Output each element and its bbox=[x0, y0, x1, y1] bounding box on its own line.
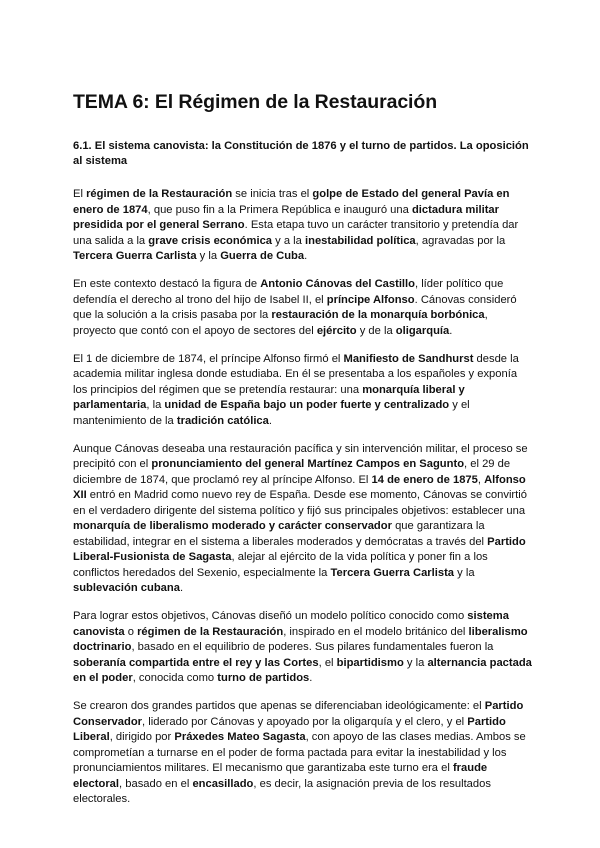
text-run: , el 29 de diciembre de 1874, que proclamó rey al príncipe Alfonso. El bbox=[73, 458, 511, 486]
emphasis-text: Partido Conservador bbox=[73, 700, 524, 728]
emphasis-text: inestabilidad política bbox=[305, 234, 416, 247]
text-run: Se crearon dos grandes partidos que apenas se diferenciaban ideológicamente: el bbox=[73, 700, 485, 712]
emphasis-text: turno de partidos bbox=[217, 672, 310, 684]
text-run: entró en Madrid como nuevo rey de España. Desde ese momento, Cánovas se convirtió en el verdadero dirigente del sistema político y fijó sus principales objetivos: establecer una bbox=[73, 489, 527, 517]
text-run: , es decir, la asignación previa de los resultados electorales. bbox=[73, 777, 491, 805]
text-run: Aunque Cánovas deseaba una restauración pacífica y sin intervención militar, el proceso se precipitó con el bbox=[73, 442, 528, 470]
emphasis-text: pronunciamiento del general Martínez Campos en Sagunto bbox=[151, 458, 465, 470]
emphasis-text: monarquía de liberalismo moderado y carácter conservador bbox=[73, 520, 392, 532]
text-run: , bbox=[477, 473, 485, 486]
text-run: El 1 de diciembre de 1874, el príncipe Alfonso firmó el bbox=[73, 352, 344, 365]
paragraph bbox=[73, 277, 532, 339]
text-run: . bbox=[309, 672, 313, 684]
text-run: . bbox=[179, 582, 184, 594]
emphasis-text: Alfonso XII bbox=[73, 473, 526, 501]
paragraph bbox=[73, 699, 532, 808]
emphasis-text: golpe de Estado del general Pavía en enero de 1874 bbox=[73, 188, 510, 216]
text-run: , basado en el equilibrio de poderes. Sus pilares fundamentales fueron la bbox=[131, 641, 494, 653]
text-run: , que puso fin a la Primera República e inauguró una bbox=[147, 203, 412, 216]
text-run: . Esta etapa tuvo un carácter transitorio y pretendía dar una salida a la bbox=[73, 219, 519, 247]
emphasis-text: Partido Liberal-Fusionista de Sagasta bbox=[73, 535, 526, 563]
text-run: y el mantenimiento de la bbox=[73, 399, 470, 427]
paragraph bbox=[73, 442, 532, 597]
emphasis-text: liberalismo doctrinario bbox=[73, 625, 528, 653]
text-run: desde la academia militar inglesa donde estudiaba. En él se presentaba a los españoles y exponía los principios del régimen que se pretendía restaurar: una bbox=[73, 352, 519, 396]
text-run: El bbox=[73, 188, 87, 200]
document-body bbox=[73, 187, 532, 808]
emphasis-text: alternancia pactada en el poder bbox=[73, 656, 532, 684]
emphasis-text: encasillado bbox=[192, 777, 254, 790]
text-run: , líder político que defendía el derecho al trono del hijo de Isabel II, el bbox=[73, 278, 504, 306]
emphasis-text: bipartidismo bbox=[336, 656, 404, 669]
text-run: , liderado por Cánovas y apoyado por la oligarquía y el clero, y el bbox=[142, 715, 468, 728]
emphasis-text: régimen de la Restauración bbox=[86, 188, 233, 200]
text-run: que garantizara la estabilidad, integrar en el sistema a liberales moderados y demócratas a través del bbox=[73, 520, 488, 548]
emphasis-text: sistema canovista bbox=[73, 610, 509, 638]
section-heading: 6.1. El sistema canovista: la Constitución de 1876 y el turno de partidos. La oposición al sistema bbox=[73, 140, 529, 167]
emphasis-text: Práxedes Mateo Sagasta bbox=[174, 731, 306, 743]
emphasis-text: sublevación cubana bbox=[73, 582, 180, 594]
emphasis-text: restauración de la monarquía borbónica bbox=[271, 309, 485, 321]
paragraph bbox=[73, 187, 532, 265]
emphasis-text: ejército bbox=[316, 324, 357, 337]
emphasis-text: Antonio Cánovas del Castillo bbox=[260, 278, 415, 290]
emphasis-text: Guerra de Cuba bbox=[220, 250, 305, 262]
emphasis-text: Tercera Guerra Carlista bbox=[330, 566, 455, 579]
emphasis-text: monarquía liberal y parlamentaria bbox=[73, 383, 465, 411]
text-run: , dirigido por bbox=[109, 731, 175, 743]
text-run: o bbox=[124, 625, 138, 638]
text-run: se inicia tras el bbox=[232, 188, 313, 200]
emphasis-text: tradición católica bbox=[176, 414, 269, 427]
emphasis-text: dictadura militar presidida por el general Serrano bbox=[73, 203, 500, 231]
text-run: , conocida como bbox=[132, 672, 218, 684]
emphasis-text: Partido Liberal bbox=[73, 715, 506, 743]
emphasis-text: 14 de enero de 1875 bbox=[371, 473, 478, 486]
text-run: , con apoyo de las clases medias. Ambos se comprometían a turnarse en el poder de forma pactada para evitar la inestabilidad y los pronunciamientos militares. El mecanismo que garantizaba este turno era el bbox=[73, 731, 526, 774]
emphasis-text: Manifiesto de Sandhurst bbox=[343, 352, 474, 365]
text-run: . bbox=[268, 414, 272, 427]
emphasis-text: príncipe Alfonso bbox=[326, 293, 415, 306]
text-run: , alejar al ejército de la vida política y poner fin a los conflictos heredados del Sexenio, especialmente la bbox=[73, 551, 488, 579]
text-run: Para lograr estos objetivos, Cánovas diseñó un modelo político conocido como bbox=[73, 610, 468, 622]
text-run: , inspirado en el modelo británico del bbox=[283, 625, 469, 638]
text-run: , agravadas por la bbox=[415, 234, 506, 247]
paragraph bbox=[73, 609, 532, 687]
text-run: En este contexto destacó la figura de bbox=[73, 278, 261, 290]
text-run: y la bbox=[403, 656, 428, 669]
text-run: , la bbox=[146, 399, 165, 411]
text-run: y de la bbox=[356, 324, 396, 337]
text-run: y la bbox=[196, 250, 221, 262]
emphasis-text: fraude electoral bbox=[73, 762, 488, 790]
emphasis-text: Tercera Guerra Carlista bbox=[73, 250, 197, 262]
text-run: . Cánovas consideró que la solución a la crisis pasaba por la bbox=[73, 293, 517, 321]
paragraph bbox=[73, 352, 532, 430]
emphasis-text: soberanía compartida entre el rey y las Cortes bbox=[73, 656, 319, 669]
text-run: , el bbox=[318, 656, 337, 669]
text-run: , proyecto que contó con el apoyo de sectores del bbox=[73, 309, 488, 337]
text-run: y a la bbox=[272, 234, 305, 247]
emphasis-text: unidad de España bajo un poder fuerte y centralizado bbox=[164, 399, 450, 411]
emphasis-text: régimen de la Restauración bbox=[137, 625, 284, 638]
emphasis-text: grave crisis económica bbox=[148, 234, 273, 247]
page-title: TEMA 6: El Régimen de la Restauración bbox=[73, 91, 438, 113]
emphasis-text: oligarquía bbox=[395, 324, 450, 337]
text-run: y la bbox=[454, 566, 475, 579]
text-run: . bbox=[449, 324, 453, 337]
text-run: , basado en el bbox=[119, 777, 193, 790]
text-run: . bbox=[304, 250, 308, 262]
